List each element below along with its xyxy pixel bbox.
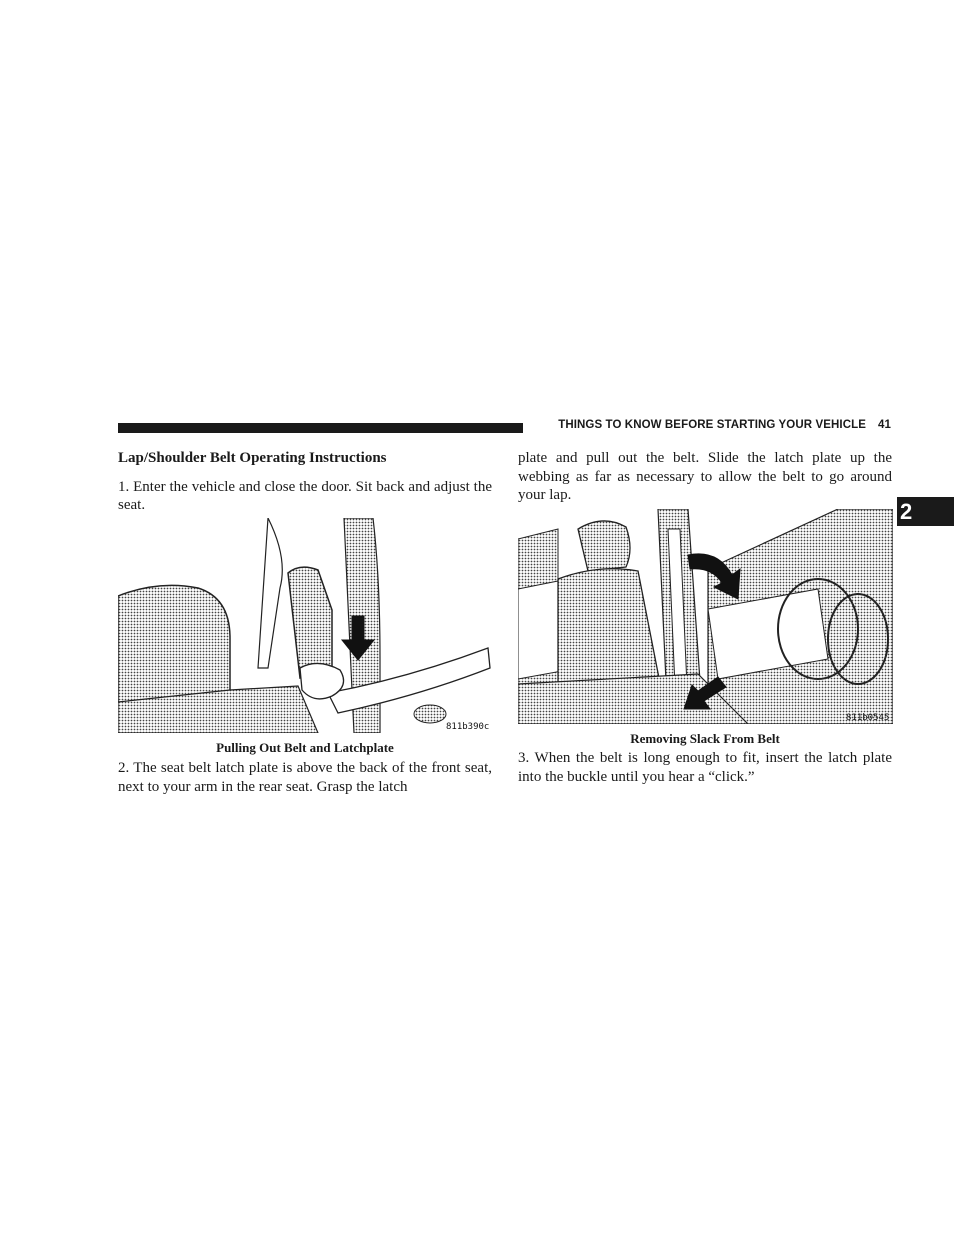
figure-2-caption: Removing Slack From Belt bbox=[630, 731, 780, 746]
figure-pulling-out-belt bbox=[118, 518, 493, 733]
section-title: THINGS TO KNOW BEFORE STARTING YOUR VEHICLE bbox=[558, 419, 866, 431]
step-1-text: 1. Enter the vehicle and close the door. Sit back and adjust the seat. bbox=[118, 478, 492, 513]
step-2-continued-text: plate and pull out the belt. Slide the latch plate up the webbing as far as necessary to allow the belt to go around your lap. bbox=[518, 450, 892, 503]
page-number: 41 bbox=[878, 419, 891, 431]
left-column-bottom bbox=[118, 759, 492, 796]
header-rule bbox=[118, 423, 523, 433]
figure-1-caption: Pulling Out Belt and Latchplate bbox=[216, 740, 394, 755]
right-column bbox=[518, 449, 892, 505]
chapter-tab[interactable]: 2 bbox=[897, 497, 954, 526]
step-2-text: 2. The seat belt latch plate is above the back of the front seat, next to your arm in the rear seat. Grasp the latch bbox=[118, 760, 492, 795]
right-column-bottom bbox=[518, 749, 892, 786]
running-header bbox=[533, 419, 891, 431]
figure-code: 811b0545 bbox=[846, 713, 890, 723]
figure-code: 811b390c bbox=[446, 722, 490, 732]
section-heading: Lap/Shoulder Belt Operating Instructions bbox=[118, 450, 387, 466]
figure-removing-slack bbox=[518, 509, 893, 724]
step-3-text: 3. When the belt is long enough to fit, insert the latch plate into the buckle until you hear a “click.” bbox=[518, 750, 892, 785]
left-column bbox=[118, 449, 492, 515]
